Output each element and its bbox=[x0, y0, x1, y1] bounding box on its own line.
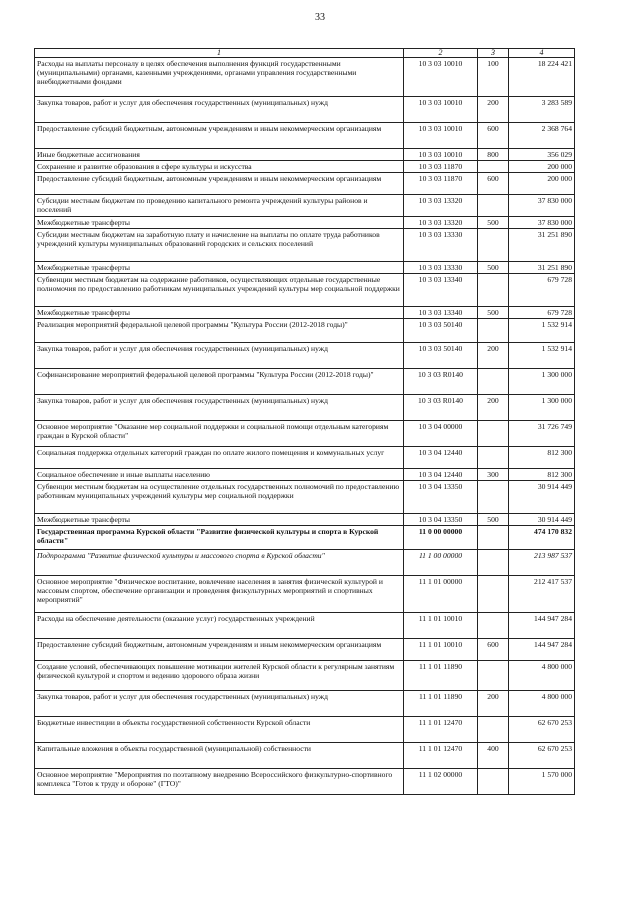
table-row bbox=[35, 639, 575, 661]
row-name-cell: Иные бюджетные ассигнования bbox=[35, 149, 404, 161]
row-type-cell: 500 bbox=[478, 217, 509, 229]
page-number: 33 bbox=[315, 12, 325, 23]
row-code-cell: 10 3 03 10010 bbox=[404, 149, 478, 161]
row-amount-cell: 1 532 914 bbox=[509, 319, 575, 343]
row-name-cell: Основное мероприятие "Оказание мер социальной поддержки и социальной помощи отдельным категориям граждан в Курской области" bbox=[35, 421, 404, 447]
table-row bbox=[35, 97, 575, 123]
row-code-cell: 11 1 01 10010 bbox=[404, 613, 478, 639]
row-name-cell: Основное мероприятие "Физическое воспитание, вовлечение населения в занятия физической культурой и массовым спортом, обеспечение организации и проведения физкультурных мероприятий и спортивных мероприятий" bbox=[35, 576, 404, 613]
row-code-cell: 11 1 01 11890 bbox=[404, 661, 478, 691]
table-row bbox=[35, 550, 575, 576]
row-amount-cell: 62 670 253 bbox=[509, 717, 575, 743]
row-amount-cell: 37 830 000 bbox=[509, 217, 575, 229]
table-row bbox=[35, 526, 575, 550]
row-code-cell: 10 3 03 50140 bbox=[404, 343, 478, 369]
row-code-cell: 10 3 04 12440 bbox=[404, 447, 478, 469]
row-amount-cell: 4 800 000 bbox=[509, 691, 575, 717]
row-name-cell: Расходы на выплаты персоналу в целях обеспечения выполнения функций государственными (муниципальными) органами, казенными учреждениями, органами управления государственными внебюджетными фондами bbox=[35, 58, 404, 97]
row-type-cell bbox=[478, 481, 509, 514]
row-type-cell: 500 bbox=[478, 262, 509, 274]
row-amount-cell: 144 947 284 bbox=[509, 639, 575, 661]
row-name-cell: Создание условий, обеспечивающих повышение мотивации жителей Курской области к регулярным занятиям физической культурой и спортом и ведению здорового образа жизни bbox=[35, 661, 404, 691]
row-type-cell bbox=[478, 717, 509, 743]
row-amount-cell: 144 947 284 bbox=[509, 613, 575, 639]
row-amount-cell: 31 251 890 bbox=[509, 229, 575, 262]
header-col-3: 3 bbox=[478, 49, 509, 58]
table-row bbox=[35, 262, 575, 274]
row-type-cell bbox=[478, 274, 509, 307]
table-row bbox=[35, 421, 575, 447]
row-name-cell: Субвенции местным бюджетам на осуществление отдельных государственных полномочий по предоставлению работникам муниципальных учреждений культуры мер социальной поддержки bbox=[35, 481, 404, 514]
table-row bbox=[35, 576, 575, 613]
row-name-cell: Бюджетные инвестиции в объекты государственной собственности Курской области bbox=[35, 717, 404, 743]
row-name-cell: Социальная поддержка отдельных категорий граждан по оплате жилого помещения и коммунальных услуг bbox=[35, 447, 404, 469]
row-code-cell: 10 3 04 13350 bbox=[404, 514, 478, 526]
table-row bbox=[35, 481, 575, 514]
row-code-cell: 10 3 03 13330 bbox=[404, 229, 478, 262]
row-type-cell: 600 bbox=[478, 173, 509, 195]
row-amount-cell: 3 283 589 bbox=[509, 97, 575, 123]
row-code-cell: 10 3 04 12440 bbox=[404, 469, 478, 481]
row-name-cell: Реализация мероприятий федеральной целевой программы "Культура России (2012-2018 годы)" bbox=[35, 319, 404, 343]
row-code-cell: 11 1 00 00000 bbox=[404, 550, 478, 576]
row-amount-cell: 1 532 914 bbox=[509, 343, 575, 369]
row-code-cell: 10 3 04 13350 bbox=[404, 481, 478, 514]
row-type-cell bbox=[478, 769, 509, 795]
row-amount-cell: 213 987 537 bbox=[509, 550, 575, 576]
row-amount-cell: 474 170 832 bbox=[509, 526, 575, 550]
row-name-cell: Предоставление субсидий бюджетным, автономным учреждениям и иным некоммерческим организациям bbox=[35, 173, 404, 195]
row-type-cell bbox=[478, 576, 509, 613]
row-amount-cell: 30 914 449 bbox=[509, 481, 575, 514]
row-code-cell: 11 1 01 10010 bbox=[404, 639, 478, 661]
row-name-cell: Предоставление субсидий бюджетным, автономным учреждениям и иным некоммерческим организациям bbox=[35, 639, 404, 661]
row-code-cell: 10 3 03 11870 bbox=[404, 161, 478, 173]
row-amount-cell: 31 726 749 bbox=[509, 421, 575, 447]
table-row bbox=[35, 469, 575, 481]
row-code-cell: 10 3 03 13340 bbox=[404, 307, 478, 319]
row-code-cell: 11 1 01 11890 bbox=[404, 691, 478, 717]
row-amount-cell: 37 830 000 bbox=[509, 195, 575, 217]
table-row bbox=[35, 691, 575, 717]
table-row bbox=[35, 307, 575, 319]
row-code-cell: 10 3 03 R0140 bbox=[404, 395, 478, 421]
table-row bbox=[35, 149, 575, 161]
table-row bbox=[35, 319, 575, 343]
row-amount-cell: 4 800 000 bbox=[509, 661, 575, 691]
row-name-cell: Субвенции местным бюджетам на содержание работников, осуществляющих отдельные государственные полномочия по предоставлению работникам муниципальных учреждений культуры мер социальной поддержки bbox=[35, 274, 404, 307]
row-amount-cell: 812 300 bbox=[509, 447, 575, 469]
row-type-cell bbox=[478, 613, 509, 639]
table-row bbox=[35, 343, 575, 369]
row-type-cell bbox=[478, 447, 509, 469]
row-amount-cell: 679 728 bbox=[509, 307, 575, 319]
row-amount-cell: 1 300 000 bbox=[509, 369, 575, 395]
row-type-cell: 800 bbox=[478, 149, 509, 161]
row-code-cell: 10 3 03 10010 bbox=[404, 58, 478, 97]
table-row bbox=[35, 613, 575, 639]
row-type-cell: 600 bbox=[478, 123, 509, 149]
row-type-cell bbox=[478, 526, 509, 550]
row-code-cell: 10 3 03 10010 bbox=[404, 97, 478, 123]
row-name-cell: Социальное обеспечение и иные выплаты населению bbox=[35, 469, 404, 481]
row-name-cell: Субсидии местным бюджетам по проведению капитального ремонта учреждений культуры районов и поселений bbox=[35, 195, 404, 217]
row-type-cell: 500 bbox=[478, 307, 509, 319]
table-row bbox=[35, 717, 575, 743]
row-code-cell: 10 3 03 13320 bbox=[404, 195, 478, 217]
table-row bbox=[35, 447, 575, 469]
table-header-row bbox=[35, 49, 575, 58]
row-amount-cell: 356 029 bbox=[509, 149, 575, 161]
table-row bbox=[35, 661, 575, 691]
row-type-cell: 600 bbox=[478, 639, 509, 661]
row-name-cell: Закупка товаров, работ и услуг для обеспечения государственных (муниципальных) нужд bbox=[35, 343, 404, 369]
row-amount-cell: 18 224 421 bbox=[509, 58, 575, 97]
row-code-cell: 10 3 04 00000 bbox=[404, 421, 478, 447]
row-type-cell bbox=[478, 161, 509, 173]
row-code-cell: 10 3 03 13320 bbox=[404, 217, 478, 229]
row-code-cell: 10 3 03 R0140 bbox=[404, 369, 478, 395]
row-code-cell: 11 0 00 00000 bbox=[404, 526, 478, 550]
row-type-cell bbox=[478, 319, 509, 343]
table-row bbox=[35, 195, 575, 217]
row-code-cell: 11 1 01 12470 bbox=[404, 717, 478, 743]
header-col-4: 4 bbox=[509, 49, 575, 58]
table-row bbox=[35, 58, 575, 97]
row-name-cell: Закупка товаров, работ и услуг для обеспечения государственных (муниципальных) нужд bbox=[35, 395, 404, 421]
budget-table bbox=[34, 48, 575, 795]
row-type-cell bbox=[478, 421, 509, 447]
table-row bbox=[35, 274, 575, 307]
row-code-cell: 10 3 03 50140 bbox=[404, 319, 478, 343]
row-type-cell: 300 bbox=[478, 469, 509, 481]
row-name-cell: Основное мероприятие "Мероприятия по поэтапному внедрению Всероссийского физкультурно-спортивного комплекса "Готов к труду и обороне" (ГТО)" bbox=[35, 769, 404, 795]
table-row bbox=[35, 217, 575, 229]
table-row bbox=[35, 769, 575, 795]
row-type-cell bbox=[478, 369, 509, 395]
row-amount-cell: 812 300 bbox=[509, 469, 575, 481]
row-type-cell: 400 bbox=[478, 743, 509, 769]
row-code-cell: 10 3 03 13340 bbox=[404, 274, 478, 307]
table-row bbox=[35, 743, 575, 769]
row-type-cell: 200 bbox=[478, 97, 509, 123]
row-name-cell: Межбюджетные трансферты bbox=[35, 307, 404, 319]
row-name-cell: Предоставление субсидий бюджетным, автономным учреждениям и иным некоммерческим организациям bbox=[35, 123, 404, 149]
row-type-cell bbox=[478, 195, 509, 217]
table-row bbox=[35, 123, 575, 149]
row-name-cell: Межбюджетные трансферты bbox=[35, 262, 404, 274]
row-code-cell: 10 3 03 10010 bbox=[404, 123, 478, 149]
row-amount-cell: 62 670 253 bbox=[509, 743, 575, 769]
row-type-cell: 200 bbox=[478, 691, 509, 717]
row-name-cell: Межбюджетные трансферты bbox=[35, 514, 404, 526]
row-amount-cell: 212 417 537 bbox=[509, 576, 575, 613]
table-row bbox=[35, 395, 575, 421]
row-code-cell: 10 3 03 13330 bbox=[404, 262, 478, 274]
row-code-cell: 10 3 03 11870 bbox=[404, 173, 478, 195]
row-amount-cell: 31 251 890 bbox=[509, 262, 575, 274]
header-col-1: 1 bbox=[35, 49, 404, 58]
row-type-cell: 200 bbox=[478, 343, 509, 369]
row-type-cell bbox=[478, 661, 509, 691]
row-name-cell: Государственная программа Курской области "Развитие физической культуры и спорта в Курской области" bbox=[35, 526, 404, 550]
row-type-cell: 100 bbox=[478, 58, 509, 97]
row-name-cell: Закупка товаров, работ и услуг для обеспечения государственных (муниципальных) нужд bbox=[35, 691, 404, 717]
header-col-2: 2 bbox=[404, 49, 478, 58]
row-code-cell: 11 1 02 00000 bbox=[404, 769, 478, 795]
row-name-cell: Субсидии местным бюджетам на заработную плату и начисление на выплаты по оплате труда работников учреждений культуры муниципальных образований городских и сельских поселений bbox=[35, 229, 404, 262]
row-name-cell: Сохранение и развитие образования в сфере культуры и искусства bbox=[35, 161, 404, 173]
row-amount-cell: 1 300 000 bbox=[509, 395, 575, 421]
row-amount-cell: 679 728 bbox=[509, 274, 575, 307]
row-amount-cell: 30 914 449 bbox=[509, 514, 575, 526]
row-name-cell: Софинансирование мероприятий федеральной целевой программы "Культура России (2012-2018 годы)" bbox=[35, 369, 404, 395]
table-row bbox=[35, 161, 575, 173]
row-type-cell bbox=[478, 229, 509, 262]
row-name-cell: Межбюджетные трансферты bbox=[35, 217, 404, 229]
table-row bbox=[35, 369, 575, 395]
row-amount-cell: 2 368 764 bbox=[509, 123, 575, 149]
row-amount-cell: 1 570 000 bbox=[509, 769, 575, 795]
table-row bbox=[35, 514, 575, 526]
row-name-cell: Подпрограмма "Развитие физической культуры и массового спорта в Курской области" bbox=[35, 550, 404, 576]
row-code-cell: 11 1 01 12470 bbox=[404, 743, 478, 769]
row-amount-cell: 200 000 bbox=[509, 161, 575, 173]
row-amount-cell: 200 000 bbox=[509, 173, 575, 195]
row-type-cell bbox=[478, 550, 509, 576]
row-code-cell: 11 1 01 00000 bbox=[404, 576, 478, 613]
row-name-cell: Закупка товаров, работ и услуг для обеспечения государственных (муниципальных) нужд bbox=[35, 97, 404, 123]
table-row bbox=[35, 229, 575, 262]
row-type-cell: 500 bbox=[478, 514, 509, 526]
row-type-cell: 200 bbox=[478, 395, 509, 421]
row-name-cell: Капитальные вложения в объекты государственной (муниципальной) собственности bbox=[35, 743, 404, 769]
table-row bbox=[35, 173, 575, 195]
row-name-cell: Расходы на обеспечение деятельности (оказание услуг) государственных учреждений bbox=[35, 613, 404, 639]
